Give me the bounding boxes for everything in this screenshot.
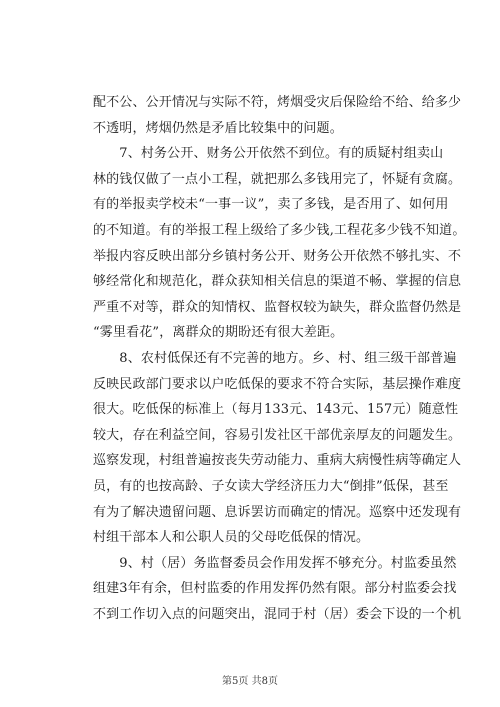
text-line: 举报内容反映出部分乡镇村务公开、财务公开依然不够扎实、不: [93, 248, 462, 264]
text-line: 不到工作切入点的问题突出，混同于村（居）委会下设的一个机: [93, 606, 462, 622]
text-line: 很大。吃低保的标准上（每月133元、143元、157元）随意性: [93, 402, 459, 418]
text-line: 有的举报卖学校未“一事一议”，卖了多钱，是否用了、如何用: [93, 197, 449, 213]
body-text: [93, 90, 466, 627]
text-line: 配不公、公开情况与实际不符，烤烟受灾后保险给不给、给多少: [93, 95, 462, 110]
text-line: 员，有的也按高龄、子女读大学经济压力大“倒排”低保，甚至: [93, 478, 449, 494]
text-line: “雾里看花”，离群众的期盼还有很大差距。: [93, 325, 344, 341]
text-line: 林的钱仅做了一点小工程，就把那么多钱用完了，怀疑有贪腐。: [93, 171, 462, 187]
text-line: 有为了解决遗留问题、息诉罢访而确定的情况。巡察中还发现有: [93, 504, 462, 520]
text-line: 较大，存在利益空间，容易引发社区干部优亲厚友的问题发生。: [93, 427, 462, 443]
text-line: 不透明，烤烟仍然是矛盾比较集中的问题。: [93, 120, 343, 136]
text-line: 巡察发现，村组普遍按丧失劳动能力、重病大病慢性病等确定人: [93, 453, 462, 469]
text-line: 7、村务公开、财务公开依然不到位。有的质疑村组卖山: [93, 146, 444, 162]
text-line: 9、村（居）务监督委员会作用发挥不够充分。村监委虽然: [93, 555, 457, 571]
text-line: 严重不对等，群众的知情权、监督权较为缺失，群众监督仍然是: [93, 299, 462, 315]
text-line: 8、农村低保还有不完善的地方。乡、村、组三级干部普遍: [93, 350, 457, 366]
text-line: 够经常化和规范化，群众获知相关信息的渠道不畅、掌握的信息: [93, 274, 462, 290]
text-line: 村组干部本人和公职人员的父母吃低保的情况。: [93, 530, 370, 546]
text-line: 组建3年有余，但村监委的作用发挥仍然有限。部分村监委会找: [93, 581, 457, 597]
text-line: 反映民政部门要求以户吃低保的要求不符合实际，基层操作难度: [93, 376, 462, 392]
page-footer: 第5页 共8页: [222, 676, 278, 687]
text-line: 的不知道。有的举报工程上级给了多少钱,工程花多少钱不知道。: [93, 222, 466, 238]
